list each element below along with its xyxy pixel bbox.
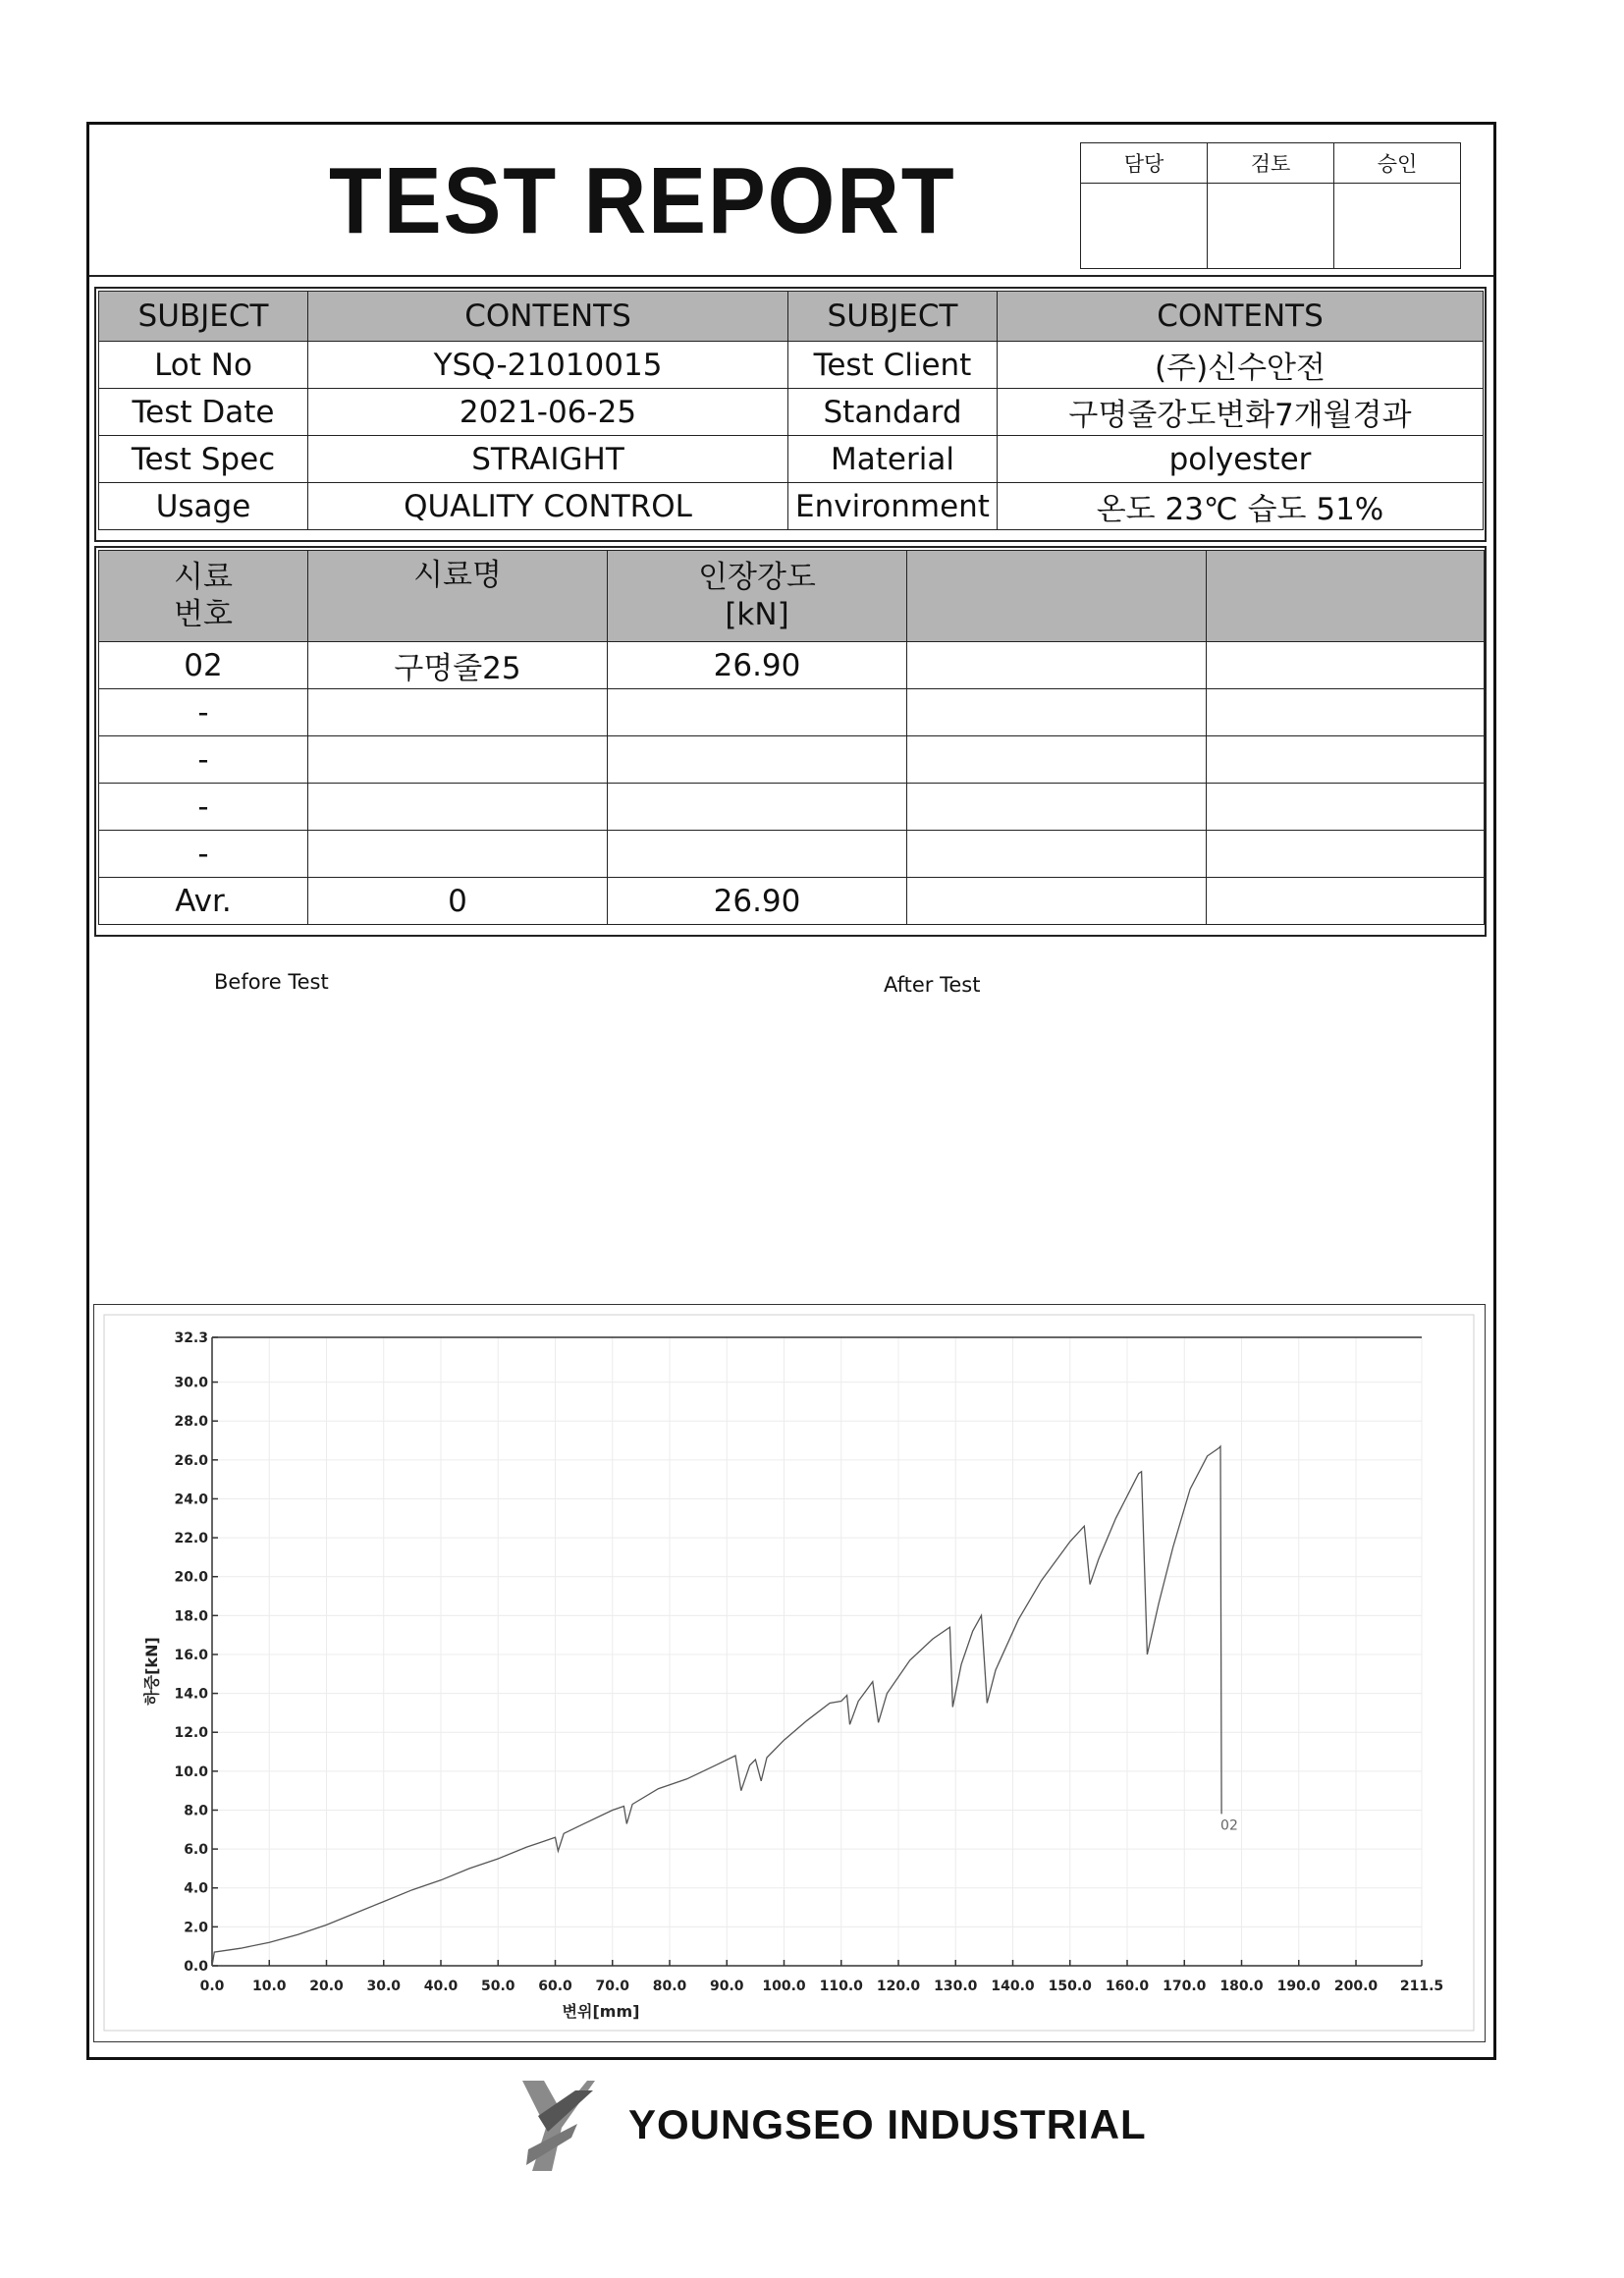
x-tick-label: 40.0 xyxy=(423,1979,459,1994)
sample-row-4-tensile xyxy=(608,784,907,831)
y-tick-label: 32.3 xyxy=(174,1330,208,1346)
sample-row-3-col4 xyxy=(907,736,1207,784)
approval-box xyxy=(1080,142,1461,269)
sample-header-no-line2: 번호 xyxy=(174,597,233,632)
sample-header-name-line1: 시료명 xyxy=(413,558,502,593)
sample-row-3-col5 xyxy=(1207,736,1485,784)
sample-row-3-tensile xyxy=(608,736,907,784)
sample-row-1-tensile: 26.90 xyxy=(608,642,907,689)
info-value-test-date: 2021-06-25 xyxy=(308,389,788,436)
y-tick-label: 2.0 xyxy=(184,1920,208,1936)
sample-row-1-no: 02 xyxy=(99,642,308,689)
sample-row-5-name xyxy=(308,831,608,878)
x-tick-label: 190.0 xyxy=(1276,1979,1321,1994)
info-value-usage: QUALITY CONTROL xyxy=(308,483,788,530)
info-label-environment: Environment xyxy=(788,483,998,530)
sample-header-tensile xyxy=(608,551,907,642)
y-tick-label: 26.0 xyxy=(174,1452,208,1469)
x-tick-label: 120.0 xyxy=(876,1979,921,1994)
y-tick-label: 10.0 xyxy=(174,1763,208,1780)
info-label-test-spec: Test Spec xyxy=(99,436,308,483)
approval-header-approve: 승인 xyxy=(1334,143,1461,184)
info-header-contents-2: CONTENTS xyxy=(998,292,1484,342)
info-header-contents-1: CONTENTS xyxy=(308,292,788,342)
x-tick-label: 130.0 xyxy=(934,1979,978,1994)
sample-row-5-tensile xyxy=(608,831,907,878)
info-value-environment: 온도 23℃ 습도 51% xyxy=(998,483,1484,530)
x-tick-label: 90.0 xyxy=(709,1979,744,1994)
sample-average-label: Avr. xyxy=(99,878,308,925)
sample-row-4-col5 xyxy=(1207,784,1485,831)
info-label-material: Material xyxy=(788,436,998,483)
sample-row-4-col4 xyxy=(907,784,1207,831)
info-label-lot-no: Lot No xyxy=(99,342,308,389)
x-tick-label: 100.0 xyxy=(762,1979,806,1994)
info-table xyxy=(98,291,1484,530)
y-axis-title: 하중[kN] xyxy=(142,1637,161,1706)
sample-row-1-name: 구명줄25 xyxy=(308,642,608,689)
sample-average-tensile: 26.90 xyxy=(608,878,907,925)
y-tick-label: 28.0 xyxy=(174,1414,208,1431)
plot-area xyxy=(212,1337,1422,1966)
report-title: TEST REPORT xyxy=(329,148,956,253)
sample-average-col5 xyxy=(1207,878,1485,925)
y-tick-label: 24.0 xyxy=(174,1492,208,1508)
sample-row-5-col5 xyxy=(1207,831,1485,878)
x-tick-label: 0.0 xyxy=(199,1979,225,1994)
company-logo xyxy=(518,2077,597,2179)
series-end-label: 02 xyxy=(1220,1817,1238,1834)
y-tick-label: 18.0 xyxy=(174,1608,208,1625)
load-displacement-chart xyxy=(94,1305,1484,2040)
sample-row-3-no: - xyxy=(99,736,308,784)
y-tick-label: 16.0 xyxy=(174,1647,208,1663)
x-axis-title: 변위[mm] xyxy=(562,2002,640,2021)
info-label-standard: Standard xyxy=(788,389,998,436)
approval-sign-staff xyxy=(1081,184,1208,269)
sample-average-col4 xyxy=(907,878,1207,925)
info-label-usage: Usage xyxy=(99,483,308,530)
info-value-test-client: (주)신수안전 xyxy=(998,342,1484,389)
sample-row-1-col5 xyxy=(1207,642,1485,689)
info-value-standard: 구명줄강도변화7개월경과 xyxy=(998,389,1484,436)
approval-sign-review xyxy=(1208,184,1334,269)
sample-header-col5 xyxy=(1207,551,1485,642)
x-tick-label: 10.0 xyxy=(251,1979,287,1994)
info-label-test-client: Test Client xyxy=(788,342,998,389)
sample-row-3-name xyxy=(308,736,608,784)
x-tick-label: 110.0 xyxy=(819,1979,863,1994)
company-name: YOUNGSEO INDUSTRIAL xyxy=(628,2101,1147,2147)
x-tick-label: 170.0 xyxy=(1163,1979,1207,1994)
info-value-lot-no: YSQ-21010015 xyxy=(308,342,788,389)
sample-table xyxy=(98,550,1485,925)
x-tick-label: 30.0 xyxy=(366,1979,402,1994)
sample-header-name xyxy=(308,551,608,642)
after-test-label: After Test xyxy=(884,973,981,997)
y-tick-label: 0.0 xyxy=(184,1959,208,1975)
sample-header-tensile-line1: 인장강도 xyxy=(698,560,816,595)
info-header-subject-2: SUBJECT xyxy=(788,292,998,342)
x-tick-label: 180.0 xyxy=(1219,1979,1264,1994)
info-value-test-spec: STRAIGHT xyxy=(308,436,788,483)
x-tick-label: 150.0 xyxy=(1048,1979,1092,1994)
sample-row-2-col5 xyxy=(1207,689,1485,736)
approval-header-review: 검토 xyxy=(1208,143,1334,184)
y-tick-label: 20.0 xyxy=(174,1569,208,1586)
x-tick-label: 60.0 xyxy=(538,1979,572,1994)
x-tick-label: 80.0 xyxy=(652,1979,687,1994)
x-tick-label: 160.0 xyxy=(1105,1979,1150,1994)
sample-header-tensile-line2: [kN] xyxy=(725,597,789,632)
approval-sign-approve xyxy=(1334,184,1461,269)
x-tick-label: 211.5 xyxy=(1399,1979,1444,1994)
y-tick-label: 8.0 xyxy=(184,1803,208,1819)
sample-row-2-col4 xyxy=(907,689,1207,736)
sample-header-no-line1: 시료 xyxy=(174,560,233,595)
info-value-material: polyester xyxy=(998,436,1484,483)
y-tick-label: 14.0 xyxy=(174,1686,208,1703)
sample-row-4-name xyxy=(308,784,608,831)
sample-row-5-no: - xyxy=(99,831,308,878)
before-test-label: Before Test xyxy=(214,970,329,994)
y-tick-label: 22.0 xyxy=(174,1531,208,1547)
info-header-subject-1: SUBJECT xyxy=(99,292,308,342)
sample-row-1-col4 xyxy=(907,642,1207,689)
sample-average-name: 0 xyxy=(308,878,608,925)
y-tick-label: 30.0 xyxy=(174,1375,208,1391)
sample-row-2-tensile xyxy=(608,689,907,736)
x-tick-label: 140.0 xyxy=(991,1979,1035,1994)
y-tick-label: 6.0 xyxy=(184,1842,208,1859)
x-tick-label: 50.0 xyxy=(480,1979,515,1994)
y-tick-label: 12.0 xyxy=(174,1725,208,1742)
x-tick-label: 200.0 xyxy=(1333,1979,1379,1994)
chart-panel xyxy=(93,1304,1486,2042)
y-tick-label: 4.0 xyxy=(184,1880,208,1897)
approval-header-staff: 담당 xyxy=(1081,143,1208,184)
x-tick-label: 70.0 xyxy=(595,1979,630,1994)
sample-row-2-name xyxy=(308,689,608,736)
sample-row-5-col4 xyxy=(907,831,1207,878)
sample-header-col4 xyxy=(907,551,1207,642)
info-label-test-date: Test Date xyxy=(99,389,308,436)
header-divider xyxy=(89,275,1493,277)
sample-row-2-no: - xyxy=(99,689,308,736)
sample-row-4-no: - xyxy=(99,784,308,831)
x-tick-label: 20.0 xyxy=(309,1979,344,1994)
sample-header-no xyxy=(99,551,308,642)
